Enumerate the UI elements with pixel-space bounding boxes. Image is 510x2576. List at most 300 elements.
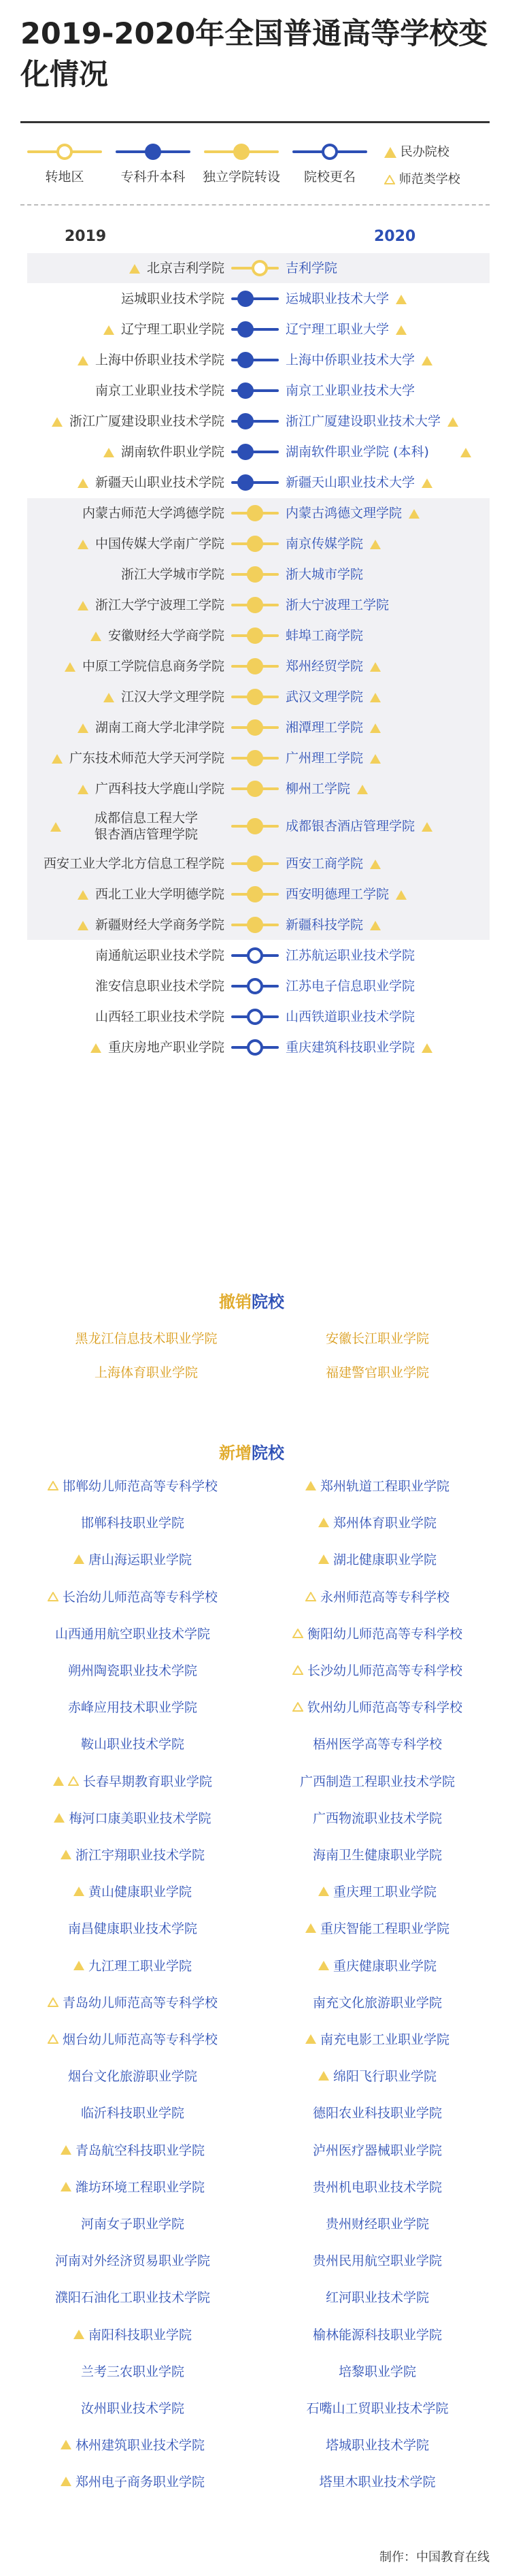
normal-school-icon — [305, 1590, 316, 1605]
private-school-icon — [305, 1921, 316, 1936]
revoked-title: 撤销院校 — [219, 1292, 284, 1311]
private-school-icon — [61, 2438, 71, 2453]
legend-label: 民办院校 — [400, 145, 449, 159]
added-school-name: 长沙幼儿师范高等专科学校 — [307, 1663, 462, 1678]
change-type-marker — [247, 978, 263, 994]
added-school-name: 海南卫生健康职业学院 — [312, 1848, 442, 1863]
school-2020: 运城职业技术大学 — [286, 291, 390, 306]
added-title: 新增院校 — [219, 1444, 284, 1463]
added-school — [20, 2246, 245, 2276]
private-school-icon — [50, 821, 61, 834]
added-school — [20, 2172, 245, 2202]
school-2019: 山西轻工职业技术学院 — [95, 1009, 224, 1024]
added-school — [20, 2467, 245, 2497]
added-school-name: 钦州幼儿师范高等专科学校 — [307, 1700, 462, 1716]
change-row — [20, 498, 490, 528]
change-type-marker — [237, 444, 254, 460]
school-2019: 南京工业职业技术学院 — [95, 383, 224, 398]
private-school-icon — [103, 692, 114, 705]
school-2020: 辽宁理工职业大学 — [286, 322, 390, 337]
change-type-marker — [237, 291, 254, 307]
private-school-icon — [54, 1811, 65, 1826]
added-school-name: 长治幼儿师范高等专科学校 — [62, 1589, 218, 1605]
added-school-name: 广西物流职业技术学院 — [312, 1810, 442, 1826]
normal-school-icon — [292, 1700, 303, 1715]
added-school-name: 郑州体育职业学院 — [333, 1516, 437, 1531]
school-2019: 浙江大学宁波理工学院 — [95, 598, 224, 613]
added-school — [265, 2430, 490, 2460]
change-row — [20, 804, 490, 848]
school-2019: 辽宁理工职业学院 — [120, 322, 224, 337]
added-school — [265, 1767, 490, 1797]
school-2020: 南京传媒学院 — [286, 536, 364, 551]
added-school-name: 南充文化旅游职业学院 — [312, 1995, 442, 2010]
change-row — [20, 406, 490, 436]
school-2019: 西北工业大学明德学院 — [95, 887, 224, 902]
private-school-icon — [61, 1848, 71, 1863]
change-row — [20, 1002, 490, 1032]
added-school — [265, 1471, 490, 1501]
normal-school-icon — [48, 2032, 58, 2047]
private-school-icon — [422, 478, 432, 491]
added-school — [265, 1988, 490, 2018]
change-type-marker — [237, 321, 254, 338]
private-school-icon — [422, 355, 432, 368]
change-type-marker — [247, 917, 263, 933]
school-2019: 西安工业大学北方信息工程学院 — [43, 856, 224, 871]
added-school-name: 朔州陶瓷职业技术学院 — [67, 1663, 197, 1678]
change-type-marker — [247, 886, 263, 902]
private-school-icon — [370, 723, 381, 736]
added-school-name: 临沂科技职业学院 — [80, 2106, 184, 2121]
added-school — [20, 1619, 245, 1649]
added-school-name: 赤峰应用技术职业学院 — [67, 1700, 197, 1716]
added-school-name: 青岛航空科技职业学院 — [75, 2142, 205, 2158]
private-school-icon — [73, 1959, 84, 1974]
legend-item-rename — [286, 140, 374, 185]
school-2019: 淮安信息职业技术学院 — [95, 979, 224, 994]
added-school — [20, 1914, 245, 1944]
legend-label: 独立学院转设 — [202, 169, 280, 184]
school-2020: 上海中侨职业技术大学 — [286, 353, 415, 368]
school-2019: 湖南软件职业学院 — [120, 444, 224, 459]
added-school — [20, 1508, 245, 1538]
change-row — [20, 774, 490, 804]
change-type-marker — [247, 627, 263, 644]
school-2020: 山西铁道职业技术学院 — [286, 1009, 415, 1024]
change-type-marker — [247, 750, 263, 766]
private-school-icon — [396, 294, 407, 307]
credit: 制作：中国教育在线 — [379, 2550, 490, 2564]
added-school — [20, 1804, 245, 1833]
added-school — [265, 1914, 490, 1944]
school-2019: 江汉大学文理学院 — [120, 689, 224, 704]
change-row — [20, 253, 490, 283]
added-school — [265, 1729, 490, 1759]
private-school-icon — [370, 920, 381, 933]
change-row — [20, 743, 490, 773]
added-school-name: 梧州医学高等专科学校 — [312, 1737, 442, 1752]
school-2020: 南京工业职业技术大学 — [286, 383, 415, 398]
school-2019: 中国传媒大学南广学院 — [95, 536, 224, 551]
change-type-marker — [237, 382, 254, 399]
added-school — [265, 1840, 490, 1870]
added-school — [265, 1693, 490, 1723]
private-school-icon — [73, 1885, 84, 1900]
private-school-icon — [73, 2328, 84, 2343]
revoked-school: 安徽长江职业学院 — [325, 1331, 429, 1346]
added-school — [20, 1471, 245, 1501]
private-school-icon — [78, 600, 88, 613]
added-school — [265, 2394, 490, 2424]
private-school-icon — [129, 263, 140, 276]
private-school-icon — [447, 417, 458, 429]
school-2019: 浙江大学城市学院 — [120, 567, 224, 582]
added-school — [265, 1545, 490, 1575]
school-2019: 浙江广厦建设职业技术学院 — [69, 414, 224, 429]
added-school-name: 邯郸幼儿师范高等专科学校 — [62, 1479, 218, 1494]
added-school-name: 贵州机电职业技术学院 — [312, 2179, 442, 2195]
added-school — [265, 2136, 490, 2166]
school-2019: 安徽财经大学商学院 — [107, 628, 224, 643]
private-school-icon — [73, 1552, 84, 1567]
school-2019: 中原工学院信息商务学院 — [82, 659, 224, 674]
private-school-icon — [305, 2032, 316, 2047]
school-2020: 吉利学院 — [286, 261, 338, 276]
change-row — [20, 910, 490, 940]
added-school-name: 邯郸科技职业学院 — [80, 1516, 184, 1531]
school-2019: 湖南工商大学北津学院 — [95, 720, 224, 735]
added-school-name: 南阳科技职业学院 — [88, 2327, 192, 2343]
school-2019: 北京吉利学院 — [146, 261, 224, 276]
added-school-name: 永州师范高等专科学校 — [320, 1589, 449, 1605]
private-school-icon — [52, 753, 63, 766]
change-row — [20, 1032, 490, 1062]
added-school — [265, 2098, 490, 2128]
legend-minban — [384, 142, 449, 160]
added-school-name: 培黎职业学院 — [338, 2364, 416, 2379]
added-school — [20, 2209, 245, 2239]
normal-school-icon — [48, 1995, 58, 2010]
change-row — [20, 468, 490, 498]
added-school-name: 重庆健康职业学院 — [333, 1958, 437, 1974]
change-row — [20, 682, 490, 712]
added-school-name: 塔城职业技术学院 — [325, 2438, 429, 2453]
added-school — [20, 2061, 245, 2091]
school-2019: 内蒙古师范大学鸿德学院 — [82, 506, 224, 521]
private-school-icon — [422, 821, 432, 834]
added-school-name: 红河职业技术学院 — [325, 2290, 429, 2306]
change-row — [20, 376, 490, 406]
school-2020: 重庆建筑科技职业学院 — [286, 1040, 415, 1055]
school-2019: 上海中侨职业技术学院 — [95, 353, 224, 368]
private-school-icon — [370, 692, 381, 705]
page-title: 2019-2020年全国普通高等学校变化情况 — [20, 17, 488, 92]
revoked-school: 黑龙江信息技术职业学院 — [75, 1331, 218, 1346]
added-school — [265, 2357, 490, 2387]
added-school-name: 九江理工职业学院 — [88, 1958, 192, 1974]
added-school-name: 泸州医疗器械职业学院 — [312, 2142, 442, 2158]
private-school-icon — [52, 417, 63, 429]
school-2020: 江苏电子信息职业学院 — [286, 979, 415, 994]
added-school-name: 河南对外经济贸易职业学院 — [54, 2253, 210, 2269]
added-school-name: 浙江宇翔职业技术学院 — [75, 1848, 205, 1863]
added-school-name: 南充电影工业职业学院 — [320, 2032, 449, 2047]
added-school — [265, 1804, 490, 1833]
school-2019: 新疆财经大学商务学院 — [95, 917, 224, 932]
added-school — [20, 2098, 245, 2128]
school-2020: 成都银杏酒店管理学院 — [286, 819, 415, 834]
change-type-marker — [247, 719, 263, 736]
added-school-name: 烟台幼儿师范高等专科学校 — [62, 2032, 218, 2047]
private-school-icon — [396, 890, 407, 902]
private-school-icon — [61, 2180, 71, 2195]
change-type-marker — [237, 474, 254, 491]
private-school-icon — [53, 1774, 64, 1789]
added-school — [265, 2283, 490, 2313]
title-rule — [20, 121, 490, 123]
school-2019: 重庆房地产职业学院 — [107, 1040, 224, 1055]
private-school-icon — [318, 1959, 329, 1974]
added-school-name: 长春早期教育职业学院 — [82, 1774, 212, 1789]
change-row — [20, 437, 490, 467]
added-school — [265, 2025, 490, 2055]
added-school-name: 林州建筑职业技术学院 — [75, 2438, 205, 2453]
added-school — [265, 1951, 490, 1981]
school-2020: 新疆天山职业技术大学 — [286, 475, 415, 490]
added-school-name: 重庆智能工程职业学院 — [320, 1921, 449, 1937]
added-school-name: 青岛幼儿师范高等专科学校 — [62, 1995, 218, 2010]
added-school — [265, 1656, 490, 1686]
private-school-icon — [318, 1516, 329, 1531]
year-right: 2020 — [374, 228, 416, 245]
legend-item-conversion — [197, 140, 286, 185]
school-2020: 武汉文理学院 — [286, 689, 364, 704]
added-school — [265, 2172, 490, 2202]
change-type-marker — [247, 597, 263, 613]
added-school-name: 唐山海运职业学院 — [88, 1552, 192, 1568]
added-school — [20, 1988, 245, 2018]
revoked-school: 上海体育职业学院 — [94, 1365, 198, 1380]
school-2019: 广西科技大学鹿山学院 — [95, 781, 224, 796]
school-2020: 新疆科技学院 — [286, 917, 364, 932]
private-school-icon — [61, 2143, 71, 2158]
private-school-icon — [357, 784, 368, 797]
private-school-icon — [370, 859, 381, 872]
private-school-icon — [409, 508, 420, 521]
added-school — [265, 1619, 490, 1649]
private-school-icon — [90, 631, 101, 644]
added-school-name: 衡阳幼儿师范高等专科学校 — [307, 1626, 462, 1642]
change-row — [20, 879, 490, 909]
added-school — [20, 2025, 245, 2055]
change-row — [20, 621, 490, 651]
added-school — [265, 2061, 490, 2091]
school-2020: 江苏航运职业技术学院 — [286, 948, 415, 963]
added-school — [20, 1729, 245, 1759]
school-2020: 广州理工学院 — [286, 751, 364, 766]
added-school-name: 南昌健康职业技术学院 — [67, 1921, 197, 1937]
private-school-icon — [460, 447, 471, 460]
added-school-name: 黄山健康职业学院 — [88, 1885, 192, 1900]
private-school-icon — [78, 890, 88, 902]
school-2019: 广东技术师范大学天河学院 — [69, 751, 224, 766]
added-school-name: 广西制造工程职业技术学院 — [299, 1774, 455, 1789]
normal-school-icon — [292, 1663, 303, 1678]
change-row — [20, 971, 490, 1001]
legend-shifan — [384, 169, 460, 187]
added-school — [265, 1877, 490, 1907]
legend — [20, 140, 490, 194]
change-row — [20, 559, 490, 589]
added-school-name: 贵州民用航空职业学院 — [312, 2253, 442, 2269]
added-school — [265, 2246, 490, 2276]
change-type-marker — [252, 260, 268, 276]
revoked-school: 福建警官职业学院 — [325, 1365, 429, 1380]
added-school — [20, 1877, 245, 1907]
added-school — [265, 2320, 490, 2350]
private-school-icon — [318, 2069, 329, 2084]
private-school-icon — [370, 539, 381, 552]
private-school-icon — [61, 2475, 71, 2490]
private-school-icon — [78, 355, 88, 368]
added-school-name: 潍坊环境工程职业学院 — [75, 2179, 205, 2195]
year-left: 2019 — [65, 228, 107, 245]
change-type-marker — [247, 566, 263, 583]
private-school-icon — [103, 325, 114, 338]
added-school — [20, 1656, 245, 1686]
legend-label: 转地区 — [45, 169, 84, 184]
change-type-marker — [247, 781, 263, 797]
added-school — [20, 1767, 245, 1797]
added-school-name: 石嘴山工贸职业技术学院 — [306, 2401, 449, 2416]
added-school-name: 梅河口康美职业技术学院 — [69, 1810, 211, 1826]
school-2019: 南通航运职业技术学院 — [95, 948, 224, 963]
legend-label: 院校更名 — [303, 169, 356, 184]
private-school-icon — [78, 478, 88, 491]
school-2020: 浙江广厦建设职业技术大学 — [286, 414, 441, 429]
added-school-name: 山西通用航空职业技术学院 — [54, 1626, 210, 1642]
private-school-icon — [305, 1479, 316, 1494]
change-row — [20, 345, 490, 375]
added-school — [20, 2394, 245, 2424]
school-2019: 成都信息工程大学 银杏酒店管理学院 — [94, 811, 198, 842]
school-2019: 运城职业技术学院 — [120, 291, 224, 306]
school-2020: 柳州工学院 — [286, 781, 351, 796]
private-school-icon — [103, 447, 114, 460]
added-school — [20, 2136, 245, 2166]
added-school-name: 塔里木职业技术学院 — [319, 2475, 436, 2490]
added-school — [20, 1545, 245, 1575]
added-school-name: 重庆理工职业学院 — [333, 1885, 437, 1900]
private-school-icon — [78, 920, 88, 933]
school-2020: 浙大城市学院 — [286, 567, 364, 582]
private-school-icon — [396, 325, 407, 338]
change-type-marker — [247, 658, 263, 674]
school-2020: 西安工商学院 — [286, 856, 364, 871]
added-school — [20, 2430, 245, 2460]
added-school-name: 汝州职业技术学院 — [80, 2401, 184, 2416]
added-school-name: 绵阳飞行职业学院 — [333, 2069, 437, 2085]
outlined-triangle-icon — [384, 175, 395, 184]
filled-triangle-icon — [384, 147, 396, 158]
change-type-marker — [237, 352, 254, 368]
private-school-icon — [78, 539, 88, 552]
legend-item-transfer — [20, 140, 109, 185]
added-school — [20, 2320, 245, 2350]
change-type-marker — [247, 1039, 263, 1056]
added-school-name: 德阳农业科技职业学院 — [312, 2106, 442, 2121]
change-row — [20, 590, 490, 620]
private-school-icon — [422, 1043, 432, 1056]
change-type-marker — [247, 536, 263, 552]
school-2020: 浙大宁波理工学院 — [286, 598, 390, 613]
private-school-icon — [370, 753, 381, 766]
added-school-name: 郑州轨道工程职业学院 — [320, 1479, 449, 1494]
added-school — [20, 1951, 245, 1981]
change-type-marker — [247, 689, 263, 705]
added-school-name: 鞍山职业技术学院 — [80, 1737, 184, 1752]
added-school-name: 河南女子职业学院 — [80, 2217, 184, 2232]
normal-school-icon — [68, 1774, 79, 1789]
legend-label: 专科升本科 — [120, 169, 186, 184]
private-school-icon — [90, 1043, 101, 1056]
school-2020: 蚌埠工商学院 — [286, 628, 364, 643]
change-row — [20, 284, 490, 314]
private-school-icon — [78, 723, 88, 736]
school-2019: 新疆天山职业技术学院 — [95, 475, 224, 490]
change-type-marker — [247, 855, 263, 872]
normal-school-icon — [48, 1590, 58, 1605]
change-type-marker — [247, 1009, 263, 1025]
added-school-name: 贵州财经职业学院 — [325, 2217, 429, 2232]
divider — [20, 204, 490, 206]
legend-label: 师范类学校 — [398, 172, 460, 186]
change-row — [20, 941, 490, 971]
added-school — [265, 1508, 490, 1538]
added-school-name: 湖北健康职业学院 — [333, 1552, 437, 1568]
change-row — [20, 651, 490, 681]
change-row — [20, 713, 490, 743]
school-2020: 西安明德理工学院 — [286, 887, 390, 902]
added-school-name: 烟台文化旅游职业学院 — [67, 2069, 197, 2085]
change-type-marker — [237, 413, 254, 429]
added-school — [265, 1582, 490, 1612]
added-school — [20, 1582, 245, 1612]
change-type-marker — [247, 947, 263, 964]
added-school — [20, 2283, 245, 2313]
change-type-marker — [247, 505, 263, 521]
added-school — [265, 2467, 490, 2497]
added-school — [20, 2357, 245, 2387]
legend-item-upgrade — [109, 140, 197, 185]
private-school-icon — [318, 1885, 329, 1900]
school-2020: 内蒙古鸿德文理学院 — [286, 506, 403, 521]
change-type-marker — [247, 818, 263, 834]
added-school-name: 兰考三农职业学院 — [80, 2364, 184, 2379]
normal-school-icon — [292, 1627, 303, 1642]
school-2020: 郑州经贸学院 — [286, 659, 364, 674]
change-row — [20, 314, 490, 344]
change-row — [20, 849, 490, 879]
private-school-icon — [318, 1552, 329, 1567]
added-school-name: 郑州电子商务职业学院 — [75, 2475, 205, 2490]
school-2020: 湘潭理工学院 — [286, 720, 364, 735]
added-school — [265, 2209, 490, 2239]
added-school-name: 濮阳石油化工职业技术学院 — [54, 2290, 210, 2306]
added-school — [20, 1840, 245, 1870]
private-school-icon — [370, 662, 381, 674]
